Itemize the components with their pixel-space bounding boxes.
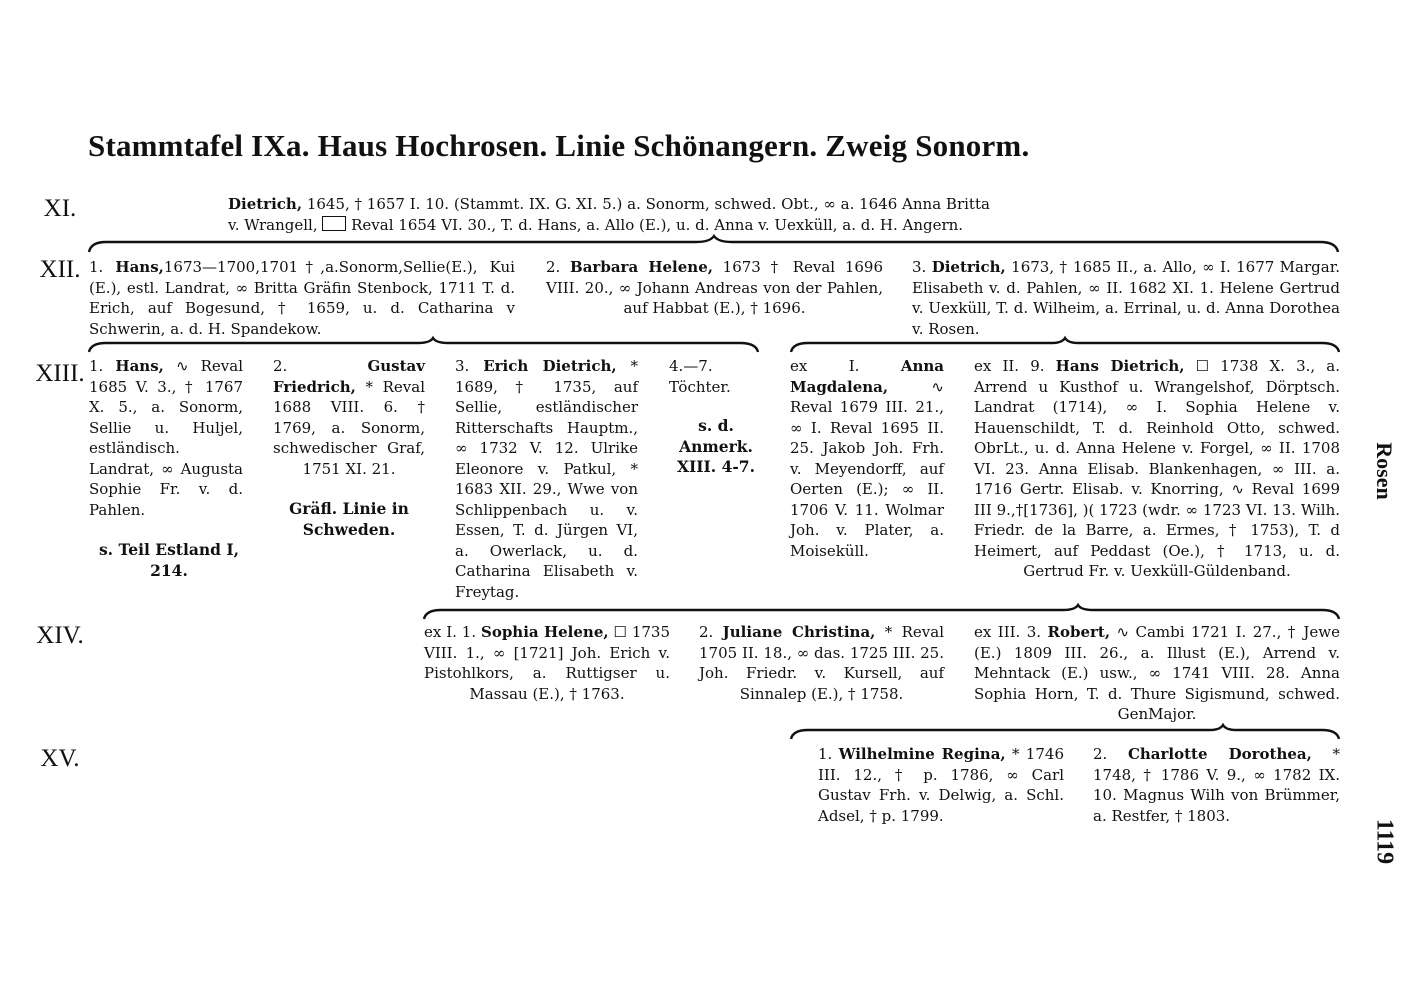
entry-gen14-juliane-christina — [699, 622, 944, 728]
entry-text: ∿ Reval 1685 V. 3., † 1767 X. 5., a. Sonorm, Sellie u. Huljel, estländisch. Landrat, ∞ Augusta Sophie Fr. v. d. Pahlen. — [89, 357, 243, 519]
person-name: Anna Magdalena, — [790, 357, 944, 396]
generation-label-11: XI. — [43, 195, 77, 222]
person-name: Dietrich, — [228, 195, 303, 213]
entry-number: 3. — [912, 258, 932, 276]
entry-gen12-dietrich — [912, 257, 1340, 341]
entry-number: ex II. 9. — [974, 357, 1056, 375]
entry-text: * 1746 III. 12., † p. 1786, ∞ Carl Gustav Frh. v. Delwig, a. Schl. Adsel, † p. 1799. — [818, 745, 1064, 825]
note-anmerkung: s. d. Anmerk. XIII. 4-7. — [677, 416, 755, 476]
person-name: Hans, — [115, 258, 164, 276]
entry-number: 1. — [89, 357, 116, 375]
entry-text: 1673 † Reval 1696 VIII. 20., ∞ Johann Andreas von der Pahlen, auf Habbat (E.), † 1696. — [546, 258, 883, 317]
entry-number: ex I. — [790, 357, 901, 375]
entry-number: 4.—7. — [669, 357, 713, 375]
burial-box-icon — [322, 216, 346, 231]
entry-text: * Reval 1688 VIII. 6. † 1769, a. Sonorm, schwedischer Graf, 1751 XI. 21. — [273, 377, 425, 478]
entry-gen13-toechter — [669, 356, 749, 400]
entry-gen13-gustav-friedrich — [273, 356, 425, 478]
person-name: Wilhelmine Regina, — [838, 745, 1006, 763]
bracket-gen13-gen14 — [423, 605, 1340, 621]
person-name: Dietrich, — [931, 258, 1006, 276]
person-name: Robert, — [1047, 623, 1111, 641]
entry-number: 1. — [89, 258, 116, 276]
entry-gen14-sophia-helene — [424, 622, 670, 728]
bracket-gen12-dietrich-children — [790, 338, 1340, 354]
entry-number: ex III. 3. — [974, 623, 1048, 641]
generation-label-14: XIV. — [36, 622, 84, 649]
generation-label-15: XV. — [40, 745, 80, 772]
entry-text: * 1748, † 1786 V. 9., ∞ 1782 IX. 10. Magnus Wilh von Brümmer, a. Restfer, † 1803. — [1093, 745, 1340, 825]
page-number: 1119 — [1371, 818, 1398, 865]
person-name: Hans Dietrich, — [1055, 357, 1185, 375]
page-title: Stammtafel IXa. Haus Hochrosen. Linie Schönangern. Zweig Sonorm. — [88, 128, 1030, 163]
entry-number: 2. — [546, 258, 571, 276]
entry-gen14-robert — [974, 622, 1340, 728]
entry-gen13-hans-dietrich — [974, 356, 1340, 606]
entry-gen12-hans — [89, 257, 515, 341]
entry-text: ☐ 1735 VIII. 1., ∞ [1721] Joh. Erich v. Pistohlkors, a. Ruttigser u. Massau (E.), † 1763. — [424, 623, 670, 703]
entry-text: Reval 1654 VI. 30., T. d. Hans, a. Allo (E.), u. d. Anna v. Uexküll, a. d. H. Angern. — [346, 215, 964, 234]
person-name: Hans, — [115, 357, 164, 375]
entry-text: v. Wrangell, — [228, 215, 323, 234]
entry-gen12-barbara-helene — [546, 257, 883, 341]
entry-number: ex I. 1. — [424, 623, 481, 641]
entry-gen13-anna-magdalena — [790, 356, 944, 586]
entry-text: 1673, † 1685 II., a. Allo, ∞ I. 1677 Margar. Elisabeth v. d. Pahlen, ∞ II. 1682 XI. 1. Helene Gertrud v. Uexküll, T. d. Wilheim, a. Errinal, u. d. Anna Dorothea v. Rosen. — [912, 258, 1340, 338]
person-name: Gustav Friedrich, — [273, 357, 425, 396]
entry-text: ☐ 1738 X. 3., a. Arrend u Kusthof u. Wrangelshof, Dörptsch. Landrat (1714), ∞ I. Sophia Helene v. Hauenschildt, T. d. Reinhold Otto, schwed. ObrLt., u. d. Anna Helene v. Forgel, ∞ II. 1708 VI. 23. Anna Elisab. Blankenhagen, ∞ III. a. 1716 Gertr. Elisab. v. Knorring, ∿ Reval 1699 III 9.,†[1736], )( 1723 (wdr. ∞ 1723 VI. 13. Wilh. Friedr. de la Barre, a. Ermes, † 1753), T. d Heimert, auf Peddast (Oe.), † 1713, u. d. Gertrud Fr. v. Uexküll-Güldenband. — [974, 357, 1340, 580]
person-name: Juliane Christina, — [722, 623, 876, 641]
entry-number: 3. — [455, 357, 484, 375]
person-name: Erich Dietrich, — [483, 357, 617, 375]
entry-number: 2. — [273, 357, 368, 375]
entry-text: ∿ Cambi 1721 I. 27., † Jewe (E.) 1809 III. 26., a. Illust (E.), Arrend v. Mehntack (E.) usw., ∞ 1741 VIII. 28. Anna Sophia Horn, T. d. Thure Sigismund, schwed. GenMajor. — [974, 623, 1340, 723]
entry-text: * Reval 1705 II. 18., ∞ das. 1725 III. 25. Joh. Friedr. v. Kursell, auf Sinnalep (E.), † 1758. — [699, 623, 945, 703]
entry-text: ∿ Reval 1679 III. 21., ∞ I. Reval 1695 II. 25. Jakob Joh. Frh. v. Meyendorff, auf Oerten (E.); ∞ II. 1706 V. 11. Wolmar Joh. v. Plater, a. Moiseküll. — [790, 377, 944, 560]
generation-label-12: XII. — [39, 256, 81, 283]
bracket-gen14-gen15 — [790, 725, 1340, 741]
note-teil-estland: s. Teil Estland I, 214. — [98, 540, 240, 580]
person-name: Barbara Helene, — [570, 258, 713, 276]
side-label-family: Rosen — [1372, 442, 1397, 500]
entry-gen15-charlotte-dorothea — [1093, 744, 1340, 828]
bracket-gen12-hans-children — [88, 338, 760, 354]
entry-gen13-hans — [89, 356, 243, 526]
entry-number: 2. — [699, 623, 723, 641]
bracket-gen11-gen12 — [88, 236, 1340, 254]
entry-text: 1645, † 1657 I. 10. (Stammt. IX. G. XI. 5.) a. Sonorm, schwed. Obt., ∞ a. 1646 Anna Britta — [302, 195, 990, 213]
entry-number: 2. — [1093, 745, 1128, 763]
generation-label-13: XIII. — [35, 360, 85, 387]
note-graefl-linie-schweden: Gräfl. Linie in Schweden. — [289, 499, 409, 539]
entry-text: 1673—1700,1701†,a.Sonorm,Sellie(E.), Kui (E.), estl. Landrat, ∞ Britta Gräfin Stenbock, 1711 T. d. Erich, auf Bogesund, † 1659, u. d. Catharina v Schwerin, a. d. H. Spandekow. — [89, 258, 515, 338]
entry-gen11-dietrich — [228, 194, 1238, 238]
entry-gen15-wilhelmine-regina — [818, 744, 1064, 828]
entry-gen13-erich-dietrich — [455, 356, 638, 606]
person-name: Sophia Helene, — [480, 623, 609, 641]
entry-text: * 1689, † 1735, auf Sellie, estländischer Ritterschafts Hauptm., ∞ 1732 V. 12. Ulrike Eleonore v. Patkul, * 1683 XII. 29., Wwe von Schlippenbach u. v. Essen, T. d. Jürgen VI, a. Owerlack, u. d. Catharina Elisabeth v. Freytag. — [455, 357, 638, 601]
entry-text: Töchter. — [669, 377, 731, 396]
person-name: Charlotte Dorothea, — [1127, 745, 1312, 763]
entry-number: 1. — [818, 745, 839, 763]
